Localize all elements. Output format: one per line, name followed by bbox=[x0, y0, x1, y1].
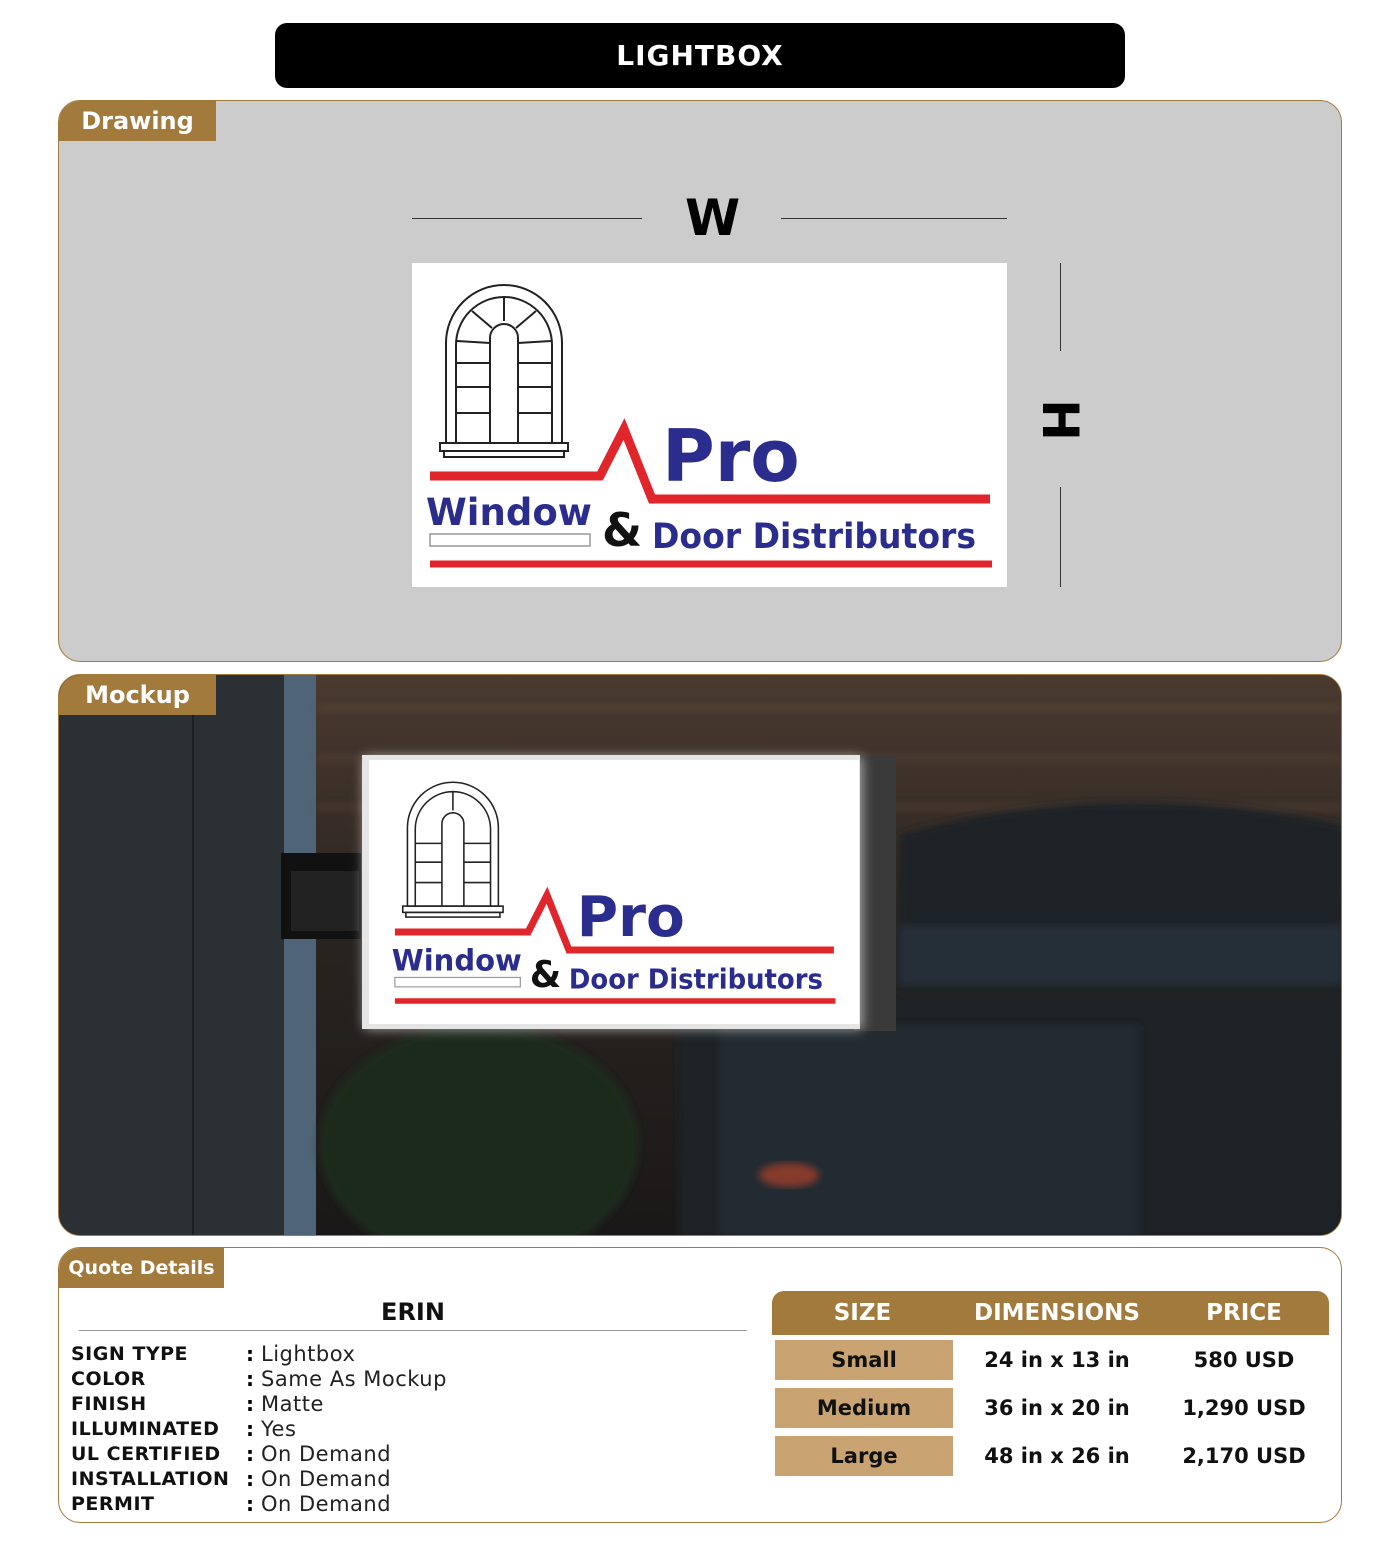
spec-label: FINISH bbox=[71, 1392, 147, 1415]
price-table bbox=[772, 1291, 1329, 1479]
logo-pro-text: Pro bbox=[662, 414, 800, 498]
mockup-tag: Mockup bbox=[59, 675, 216, 715]
spec-row: INSTALLATION : On Demand bbox=[71, 1466, 392, 1491]
spec-row: ILLUMINATED : Yes bbox=[71, 1416, 297, 1441]
spec-value: On Demand bbox=[261, 1466, 392, 1491]
width-dimension-line-left bbox=[412, 218, 642, 219]
price-table-header bbox=[772, 1291, 1329, 1335]
spec-value: Matte bbox=[261, 1391, 324, 1416]
spec-row: SIGN TYPE : Lightbox bbox=[71, 1341, 356, 1366]
client-divider bbox=[79, 1330, 747, 1331]
spec-row: FINISH : Matte bbox=[71, 1391, 324, 1416]
price-cell: 2,170 USD bbox=[1182, 1444, 1306, 1468]
table-row bbox=[772, 1337, 1329, 1383]
page-title: LIGHTBOX bbox=[275, 23, 1125, 88]
quote-panel bbox=[58, 1247, 1342, 1523]
dimensions-cell: 48 in x 26 in bbox=[984, 1444, 1130, 1468]
spec-row: UL CERTIFIED : On Demand bbox=[71, 1441, 392, 1466]
spec-list bbox=[71, 1341, 447, 1516]
size-cell: Medium bbox=[775, 1388, 953, 1428]
logo-window-text: Window bbox=[426, 491, 592, 534]
sign-drawing bbox=[412, 263, 1007, 587]
quote-tag: Quote Details bbox=[59, 1248, 224, 1288]
width-dimension-line-right bbox=[781, 218, 1007, 219]
drawing-tag: Drawing bbox=[59, 101, 216, 141]
height-dimension-line-top bbox=[1060, 263, 1061, 351]
spec-row: COLOR : Same As Mockup bbox=[71, 1366, 447, 1391]
svg-text:&: & bbox=[529, 953, 562, 996]
drawing-panel bbox=[58, 100, 1342, 662]
spec-value: Lightbox bbox=[261, 1341, 356, 1366]
height-dimension-line-bottom bbox=[1060, 487, 1061, 587]
spec-label: ILLUMINATED bbox=[71, 1417, 220, 1440]
mockup-sign-logo bbox=[374, 765, 854, 1019]
svg-text:Window: Window bbox=[391, 943, 522, 978]
logo-ampersand: & bbox=[602, 503, 643, 557]
spec-row: PERMIT : On Demand bbox=[71, 1491, 392, 1516]
header-dimensions: DIMENSIONS bbox=[974, 1300, 1140, 1326]
logo-door-text: Door Distributors bbox=[652, 517, 976, 557]
header-size: SIZE bbox=[833, 1300, 892, 1326]
dimensions-cell: 36 in x 20 in bbox=[984, 1396, 1130, 1420]
svg-text:Pro: Pro bbox=[576, 884, 685, 950]
spec-label: UL CERTIFIED bbox=[71, 1442, 221, 1465]
dimensions-cell: 24 in x 13 in bbox=[984, 1348, 1130, 1372]
svg-text:Door Distributors: Door Distributors bbox=[568, 964, 823, 996]
spec-label: SIGN TYPE bbox=[71, 1342, 188, 1365]
spec-value: On Demand bbox=[261, 1441, 392, 1466]
spec-value: On Demand bbox=[261, 1491, 392, 1516]
spec-label: COLOR bbox=[71, 1367, 146, 1390]
table-row bbox=[772, 1433, 1329, 1479]
table-row bbox=[772, 1385, 1329, 1431]
arched-window-icon bbox=[440, 285, 568, 457]
spec-value: Yes bbox=[261, 1416, 297, 1441]
price-cell: 1,290 USD bbox=[1182, 1396, 1306, 1420]
mockup-panel bbox=[58, 674, 1342, 1236]
size-cell: Small bbox=[775, 1340, 953, 1380]
spec-label: PERMIT bbox=[71, 1492, 155, 1515]
spec-label: INSTALLATION bbox=[71, 1467, 230, 1490]
header-price: PRICE bbox=[1206, 1300, 1282, 1326]
size-cell: Large bbox=[775, 1436, 953, 1476]
spec-value: Same As Mockup bbox=[261, 1366, 447, 1391]
client-name: ERIN bbox=[381, 1298, 445, 1326]
price-cell: 580 USD bbox=[1193, 1348, 1295, 1372]
logo-artwork bbox=[412, 263, 1007, 587]
height-label: H bbox=[1031, 399, 1089, 441]
width-label: W bbox=[685, 189, 741, 247]
